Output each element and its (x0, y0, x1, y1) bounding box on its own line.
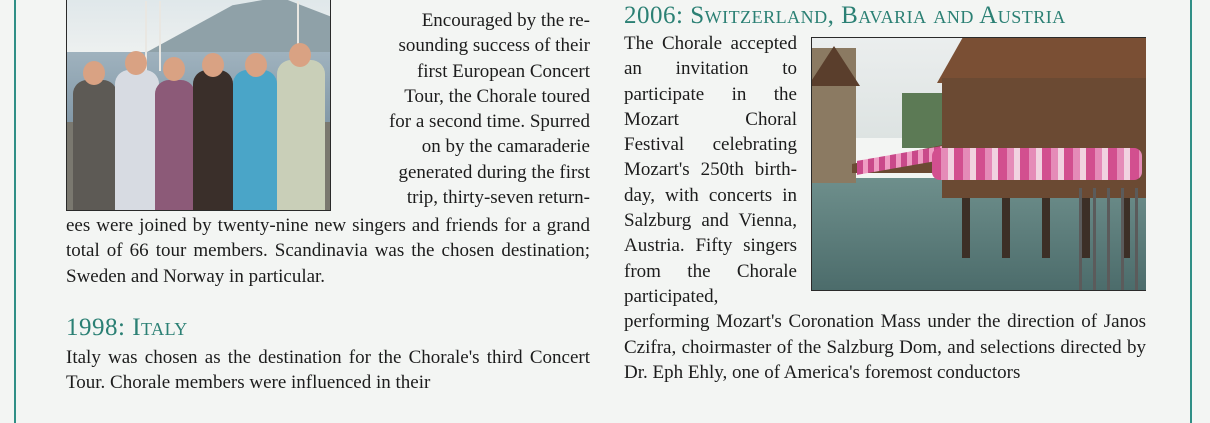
text-line: Encouraged by the re- (421, 10, 590, 31)
text-line: sounding success of their (398, 35, 590, 57)
paragraph-italy: Italy was chosen as the destination for the Chorale's third Concert Tour. Chorale members were influenced in their (66, 346, 590, 394)
section-heading-italy: 1998: Italy (66, 313, 188, 341)
text-line: first European Concert (416, 60, 590, 82)
covered-bridge-photo (811, 37, 1146, 291)
text-line: on by the camaraderie (421, 136, 590, 158)
right-border-rule (1190, 0, 1192, 423)
right-column (624, 0, 1146, 423)
text-line: trip, thirty-seven return- (406, 187, 590, 209)
paragraph-scandinavia-rest: ees were joined by twenty-nine new singers and friends for a grand total of 66 tour members. Scandinavia was the chosen destination; Sweden and Norway in particular. (66, 215, 590, 287)
text-line: Tour, the Chorale toured (404, 85, 590, 107)
paragraph-switzerland: The Chorale accepted an invitation to participate in the Mozart Choral Festival celebrating Mozart's 250th birth-day, with concerts in Salzburg and Vienna, Austria. Fifty singers from the Chorale participated, performing Mozart's Coronation Mass under the direction of Janos Czifra, choirmaster of the Salzburg Dom, and selections directed by Dr. Eph Ehly, one of America's foremost conductors (624, 33, 1146, 383)
group-photo-harbor (66, 0, 331, 211)
left-border-rule (14, 0, 16, 423)
text-line: generated during the first (398, 161, 590, 183)
text-line: for a second time. Spurred (388, 111, 590, 133)
section-heading-switzerland: 2006: Switzerland, Bavaria and Austria (624, 2, 1066, 29)
left-column (66, 0, 590, 423)
